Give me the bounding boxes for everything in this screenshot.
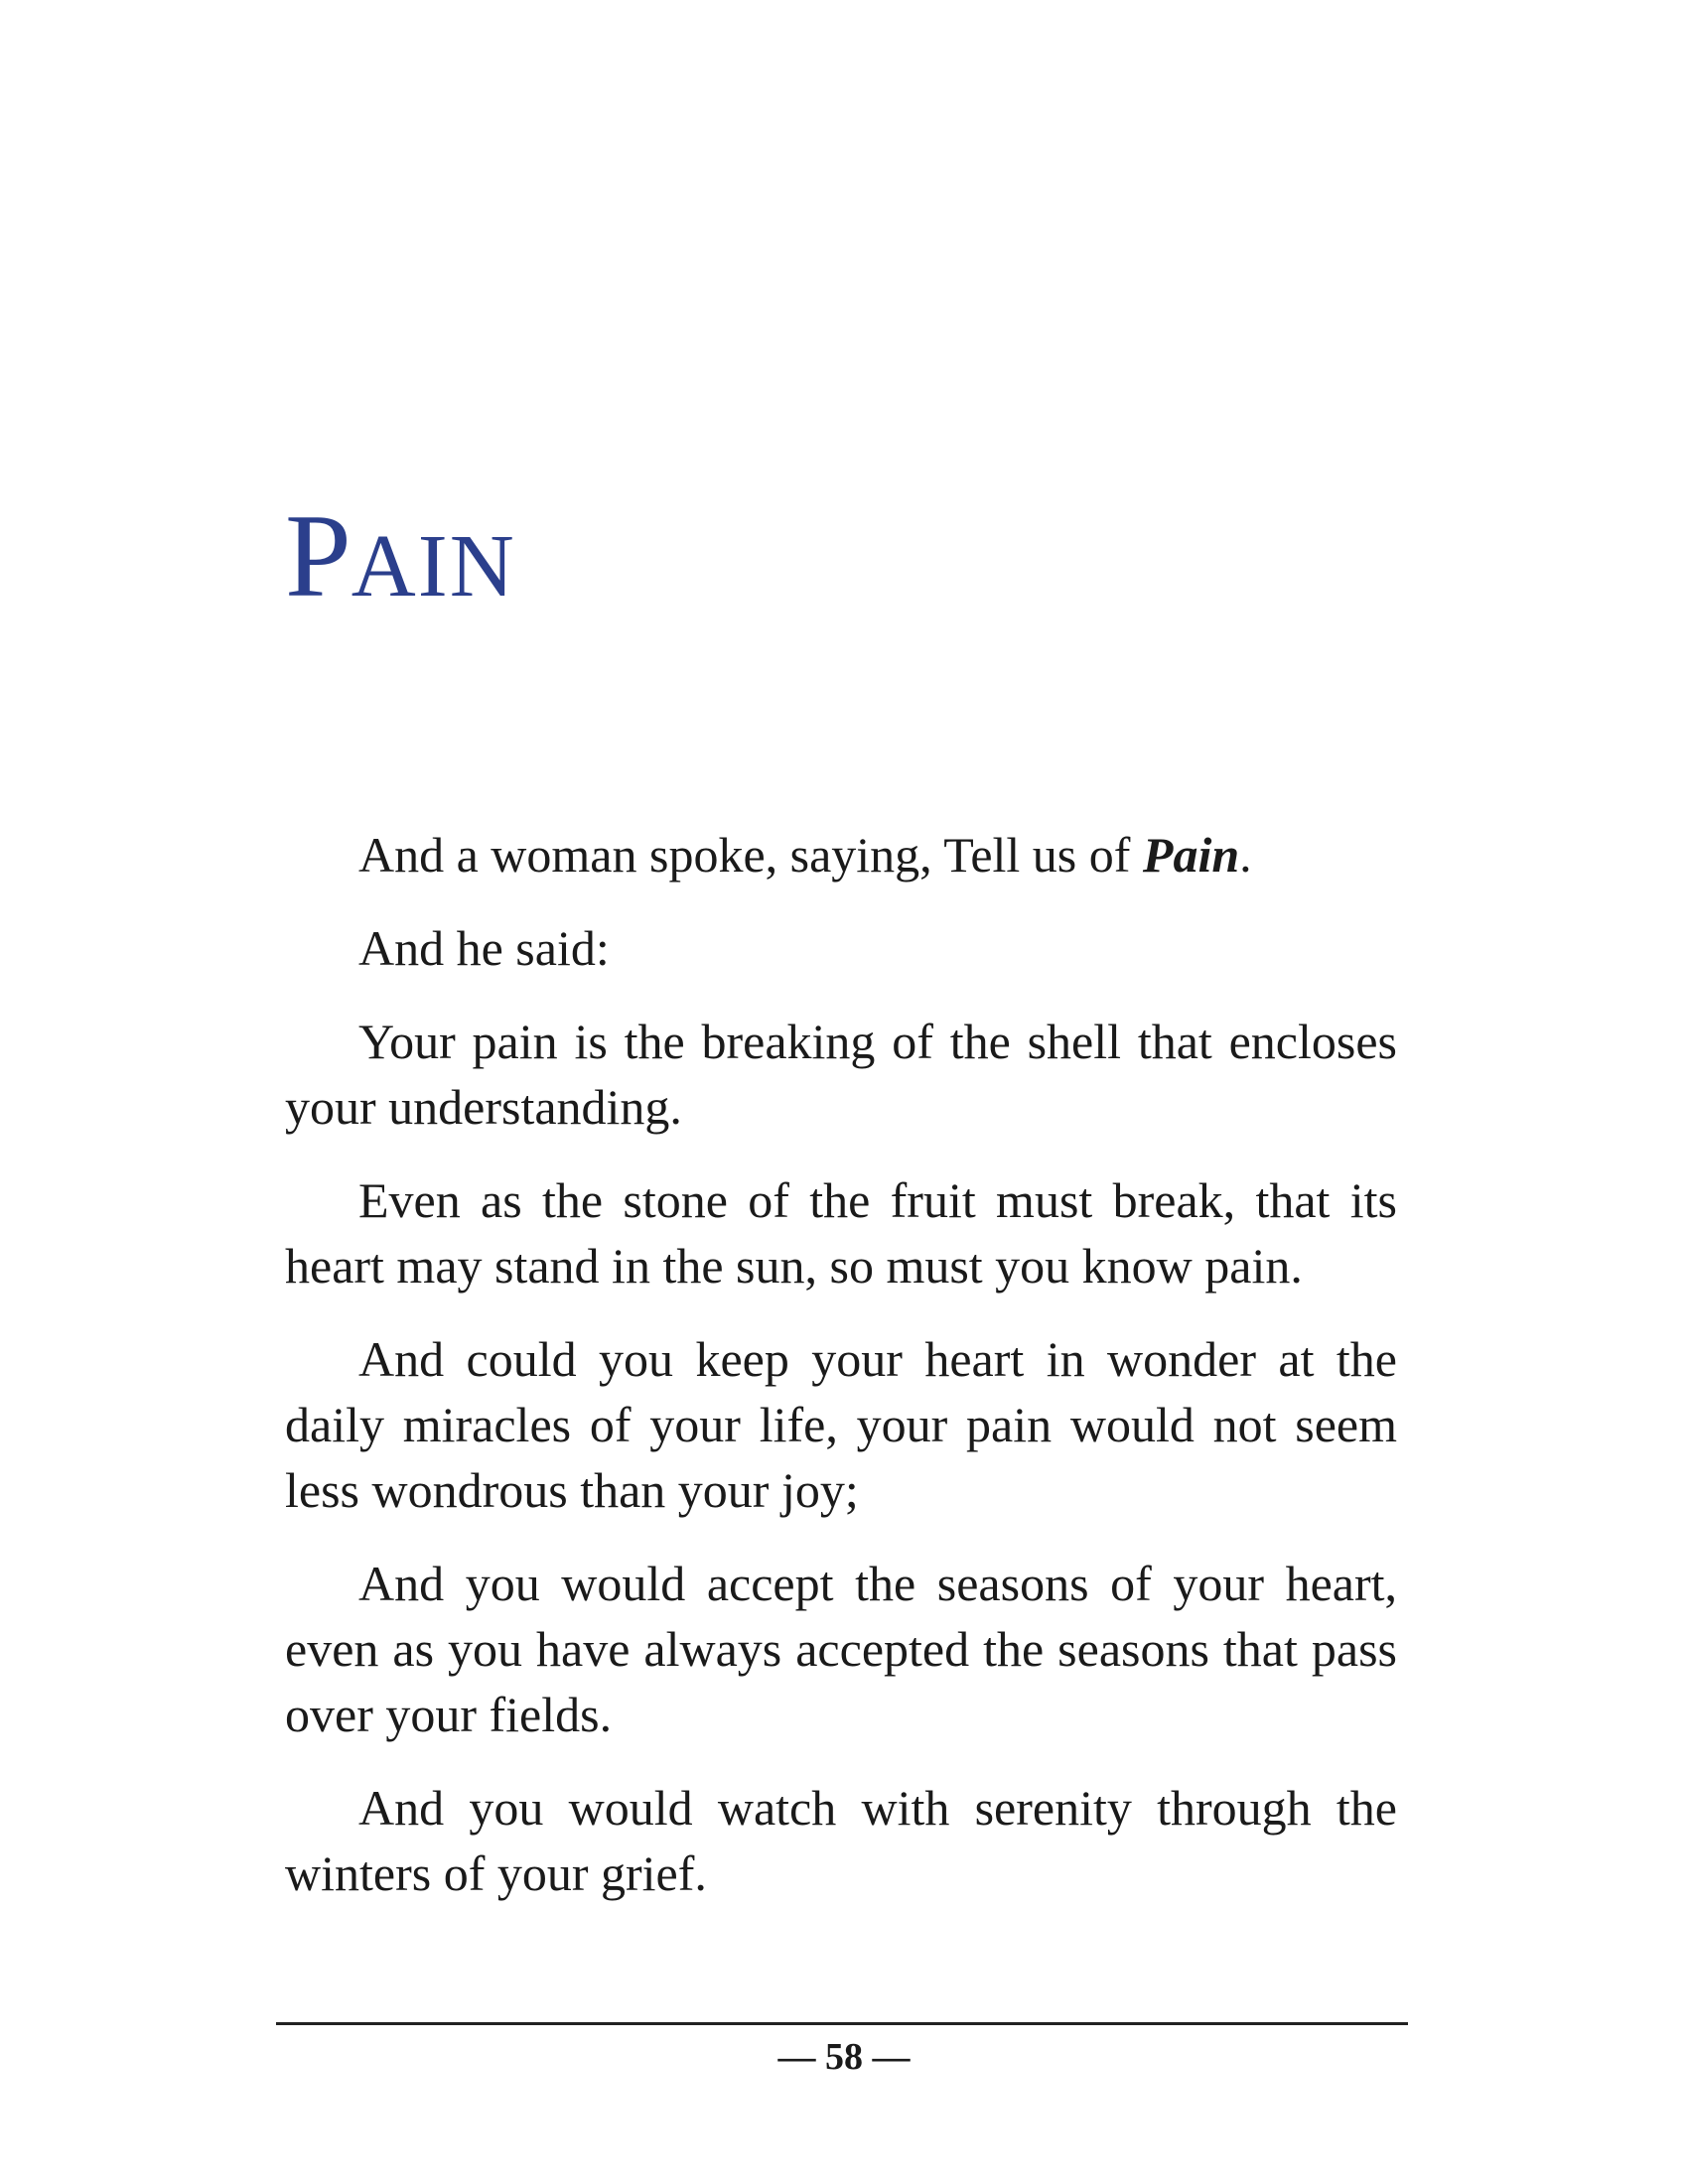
paragraph-1-end: . bbox=[1239, 827, 1252, 883]
paragraph-1-emphasis: Pain bbox=[1142, 827, 1240, 883]
paragraph-4: Even as the stone of the fruit must break, that its heart may stand in the sun, so must you know pain. bbox=[285, 1172, 1397, 1294]
paragraph-3: Your pain is the breaking of the shell that encloses your understanding. bbox=[285, 1014, 1397, 1135]
footer-divider bbox=[276, 2022, 1408, 2025]
page-number: — 58 — bbox=[777, 2036, 911, 2078]
paragraph-6: And you would accept the seasons of your heart, even as you have always accepted the seasons that pass over your fields. bbox=[285, 1556, 1397, 1742]
paragraph-7: And you would watch with serenity through the winters of your grief. bbox=[285, 1780, 1397, 1901]
paragraph-2: And he said: bbox=[358, 920, 610, 976]
paragraph-1 bbox=[285, 822, 1397, 887]
paragraph-5: And could you keep your heart in wonder at the daily miracles of your life, your pain would not seem less wondrous than your joy; bbox=[285, 1331, 1397, 1518]
chapter-title bbox=[285, 489, 516, 621]
chapter-title-rest: AIN bbox=[351, 517, 516, 615]
chapter-body bbox=[285, 822, 1397, 1934]
paragraph-1-text: And a woman spoke, saying, Tell us of bbox=[358, 827, 1143, 883]
chapter-title-initial: P bbox=[285, 489, 352, 621]
